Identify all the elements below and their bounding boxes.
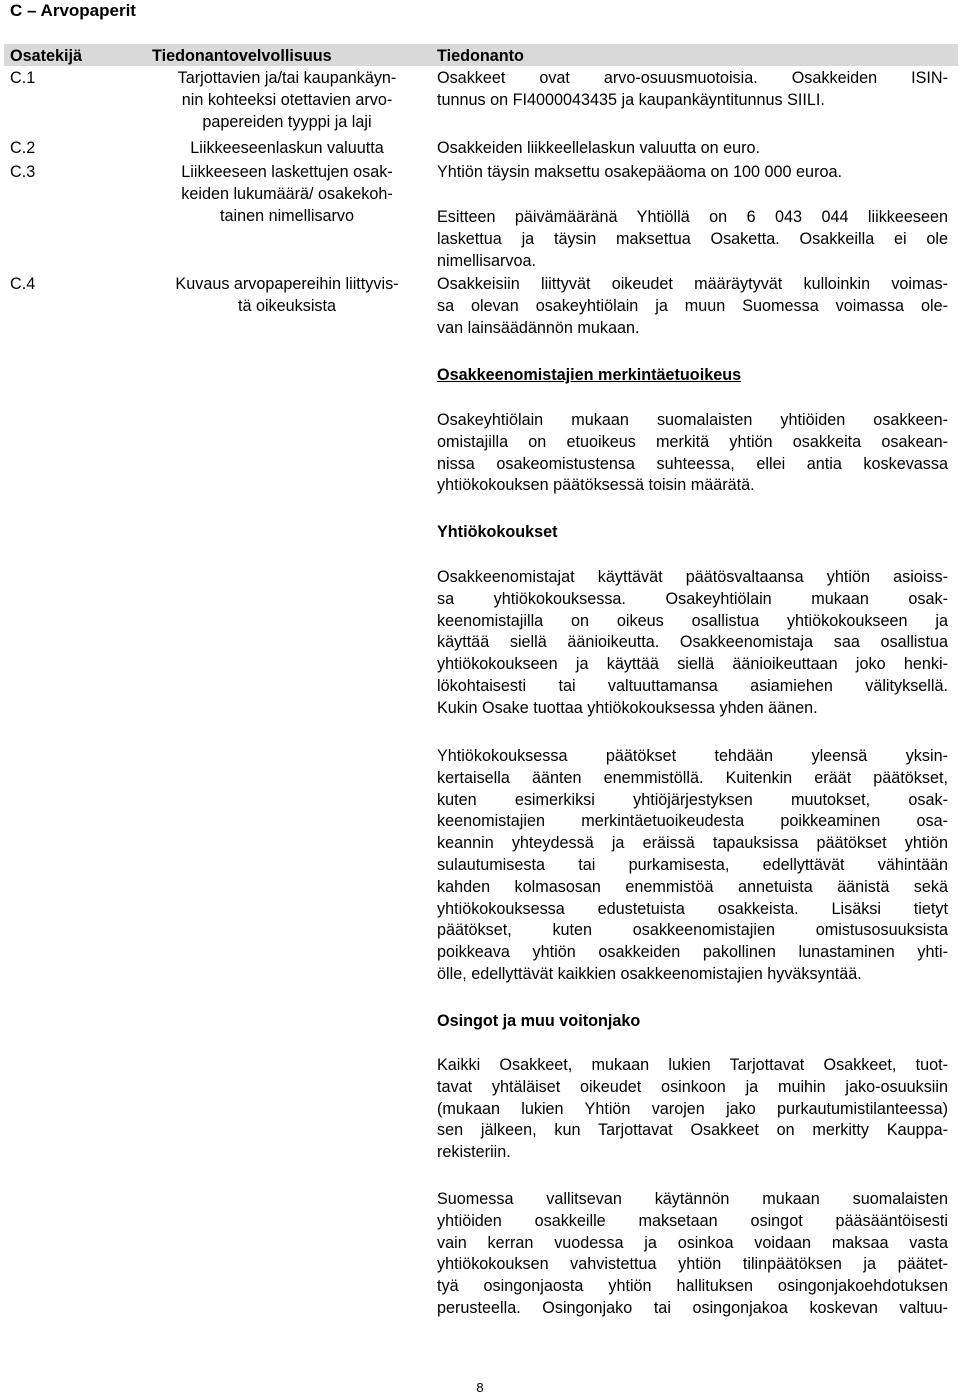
table-header-disclosure: Tiedonanto bbox=[437, 47, 524, 65]
para-line: päätökset, kuten osakkeenomistajien omistusosuuksista bbox=[437, 921, 948, 940]
req-line: keiden lukumäärä/ osakekoh- bbox=[181, 184, 393, 203]
row-c3-requirement bbox=[152, 162, 422, 227]
para-line: lökohtaisesti tai valtuuttamansa asiamiehen välityksellä. bbox=[437, 676, 948, 695]
disc-line: Osakkeisiin liittyvät oikeudet määräytyvät kulloinkin voimas- bbox=[437, 275, 948, 293]
row-c1-disclosure bbox=[437, 68, 948, 112]
row-c4-disclosure bbox=[437, 274, 948, 339]
para-line: Kaikki Osakkeet, mukaan lukien Tarjottavat Osakkeet, tuot- bbox=[437, 1056, 948, 1074]
para-line: yhtiökokouksen vahvistettua yhtiön tilinpäätöksen ja päätet- bbox=[437, 1255, 948, 1274]
paragraph-osingot-1 bbox=[437, 1055, 948, 1164]
row-c3-disclosure-p1 bbox=[437, 162, 948, 184]
heading-merkintaetuoikeus: Osakkeenomistajien merkintäetuoikeus bbox=[437, 366, 742, 384]
para-line: rekisteriin. bbox=[437, 1143, 511, 1162]
para-line: yhtiökokoukseen ja käyttää siellä äänioikeuttaan joko henki- bbox=[437, 655, 948, 674]
para-line: ölle, edellyttävät kaikkien osakkeenomistajien hyväksyntää. bbox=[437, 964, 862, 983]
row-c4-id: C.4 bbox=[10, 275, 36, 293]
row-c1-requirement bbox=[152, 68, 422, 133]
table-header-component: Osatekijä bbox=[10, 47, 82, 65]
table-header-requirement: Tiedonantovelvollisuus bbox=[152, 47, 332, 65]
disc-line: sa olevan osakeyhtiölain ja muun Suomessa voimassa ole- bbox=[437, 296, 948, 315]
para-line: sulautumisesta tai purkamisesta, edellyttävät vähintään bbox=[437, 855, 948, 874]
para-line: yhtiökokouksen päätöksessä toisin määrätä. bbox=[437, 476, 755, 495]
para-line: Osakkeenomistajat käyttävät päätösvaltaansa yhtiön asioiss- bbox=[437, 568, 948, 586]
para-line: käyttää siellä äänioikeutta. Osakkeenomistaja saa osallistua bbox=[437, 633, 948, 652]
page-number: 8 bbox=[476, 1380, 484, 1395]
heading-osingot: Osingot ja muu voitonjako bbox=[437, 1012, 641, 1030]
disc-line: van lainsäädännön mukaan. bbox=[437, 318, 640, 337]
para-line: keenomistajilla on oikeus osallistua yhtiökokoukseen ja bbox=[437, 611, 948, 630]
section-title: C – Arvopaperit bbox=[10, 1, 136, 20]
para-line: Kukin Osake tuottaa yhtiökokouksessa yhden äänen. bbox=[437, 698, 818, 717]
para-line: poikkeava yhtiön osakkeiden pakollinen lunastaminen yhti- bbox=[437, 943, 948, 962]
req-line: tä oikeuksista bbox=[237, 296, 337, 315]
paragraph-yhtiokokoukset-2 bbox=[437, 746, 948, 986]
para-line: kahden kolmasosan enemmistöä annetuista äänistä sekä bbox=[437, 877, 948, 896]
paragraph-merkintaetuoikeus bbox=[437, 410, 948, 497]
row-c2-id: C.2 bbox=[10, 139, 36, 157]
req-line: Kuvaus arvopapereihin liittyvis- bbox=[175, 275, 399, 293]
paragraph-yhtiokokoukset-1 bbox=[437, 567, 948, 720]
para-line: kertaisella äänten enemmistöllä. Kuitenkin eräät päätökset, bbox=[437, 768, 948, 787]
heading-yhtiokokoukset: Yhtiökokoukset bbox=[437, 523, 558, 541]
disc-line: Yhtiön täysin maksettu osakepääoma on 100 000 euroa. bbox=[437, 163, 842, 181]
para-line: kuten esimerkiksi yhtiöjärjestyksen muutokset, osak- bbox=[437, 790, 948, 809]
para-line: tavat yhtäläiset oikeudet osinkoon ja muihin jako-osuuksiin bbox=[437, 1077, 948, 1096]
para-line: sen jälkeen, kun Tarjottavat Osakkeet on merkitty Kauppa- bbox=[437, 1121, 948, 1140]
row-c1-id: C.1 bbox=[10, 69, 36, 87]
para-line: vain kerran vuodessa ja osinkoa voidaan maksaa vasta bbox=[437, 1233, 948, 1252]
req-line: tainen nimellisarvo bbox=[219, 206, 355, 225]
para-line: Osakeyhtiölain mukaan suomalaisten yhtiöiden osakkeen- bbox=[437, 411, 948, 429]
req-line: papereiden tyyppi ja laji bbox=[202, 112, 372, 131]
para-line: perusteella. Osingonjako tai osingonjakoa koskevan valtuu- bbox=[437, 1298, 948, 1317]
para-line: keannin yhteydessä ja eräissä tapauksissa päätökset yhtiön bbox=[437, 834, 948, 853]
para-line: Yhtiökokouksessa päätökset tehdään yleensä yksin- bbox=[437, 747, 948, 765]
disc-line: Osakkeiden liikkeellelaskun valuutta on euro. bbox=[437, 139, 761, 157]
para-line: yhtiökokouksessa edustetuista osakkeista. Lisäksi tietyt bbox=[437, 899, 948, 918]
req-line: Liikkeeseenlaskun valuutta bbox=[190, 139, 384, 157]
disc-line: Osakkeet ovat arvo-osuusmuotoisia. Osakkeiden ISIN- bbox=[437, 69, 948, 87]
disc-line: tunnus on FI4000043435 ja kaupankäyntitunnus SIILI. bbox=[437, 90, 825, 109]
disc-line: Esitteen päivämääränä Yhtiöllä on 6 043 044 liikkeeseen bbox=[437, 208, 948, 226]
para-line: keenomistajien merkintäetuoikeudesta poikkeaminen osa- bbox=[437, 812, 948, 831]
disc-line: laskettua ja täysin maksettua Osaketta. Osakkeilla ei ole bbox=[437, 229, 948, 248]
para-line: (mukaan lukien Yhtiön varojen jako purkautumistilanteessa) bbox=[437, 1099, 948, 1118]
para-line: tyä osingonjaosta yhtiön hallituksen osingonjakoehdotuksen bbox=[437, 1277, 948, 1296]
req-line: nin kohteeksi otettavien arvo- bbox=[181, 90, 393, 109]
paragraph-osingot-2 bbox=[437, 1189, 948, 1320]
row-c3-disclosure-p2 bbox=[437, 207, 948, 272]
para-line: Suomessa vallitsevan käytännön mukaan suomalaisten bbox=[437, 1190, 948, 1208]
row-c3-id: C.3 bbox=[10, 163, 36, 181]
row-c4-requirement bbox=[152, 274, 422, 318]
row-c2-disclosure bbox=[437, 138, 948, 160]
req-line: Liikkeeseen laskettujen osak- bbox=[181, 163, 393, 181]
row-c2-requirement bbox=[152, 138, 422, 160]
para-line: nissa osakeomistustensa suhteessa, ellei antia koskevassa bbox=[437, 454, 948, 473]
para-line: omistajilla on etuoikeus merkitä yhtiön osakkeita osakean- bbox=[437, 432, 948, 451]
para-line: yhtiöiden osakkeille maksetaan osingot pääsääntöisesti bbox=[437, 1211, 948, 1230]
req-line: Tarjottavien ja/tai kaupankäyn- bbox=[177, 69, 397, 87]
disc-line: nimellisarvoa. bbox=[437, 251, 536, 270]
para-line: sa yhtiökokouksessa. Osakeyhtiölain mukaan osak- bbox=[437, 589, 948, 608]
